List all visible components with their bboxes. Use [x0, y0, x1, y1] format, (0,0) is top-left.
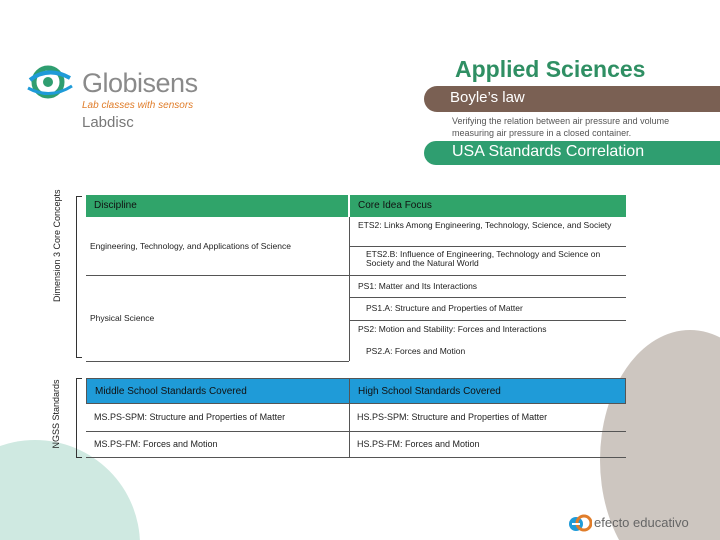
table-divider — [86, 275, 349, 276]
core-idea-cell: PS1: Matter and Its Interactions — [358, 281, 478, 291]
ngss-bracket — [76, 378, 82, 458]
experiment-description: Verifying the relation between air pressure and volume measuring air pressure in a closed container. — [452, 116, 670, 138]
table-divider — [349, 297, 626, 298]
core-concepts-table — [86, 195, 626, 365]
table-divider — [349, 246, 626, 247]
core-idea-cell: ETS2.B: Influence of Engineering, Technology and Science on Society and the Natural World — [366, 249, 601, 268]
table-divider — [349, 275, 626, 276]
discipline-cell: Engineering, Technology, and Applications of Science — [90, 241, 291, 251]
core-idea-cell: PS2.A: Forces and Motion — [366, 346, 466, 356]
table-header-core-idea: Core Idea Focus — [350, 195, 626, 217]
brand-tagline: Lab classes with sensors — [82, 100, 194, 111]
globisens-logo-icon — [26, 60, 82, 110]
table-header-discipline: Discipline — [86, 195, 348, 217]
experiment-title-bar — [424, 86, 720, 112]
table-cell: MS.PS-SPM: Structure and Properties of Matter — [94, 412, 286, 422]
table-divider — [86, 457, 626, 458]
table-divider — [349, 217, 350, 361]
footer-brand: efecto educativo — [594, 515, 689, 530]
table-divider — [86, 431, 626, 432]
core-idea-cell: PS2: Motion and Stability: Forces and Interactions — [358, 324, 547, 334]
globisens-logo — [26, 56, 226, 136]
product-name: Labdisc — [82, 114, 134, 131]
table-divider — [349, 320, 626, 321]
ngss-standards-table — [86, 378, 626, 458]
dimension-side-label: Dimension 3 Core Concepts — [52, 189, 62, 302]
app-title: Applied Sciences — [455, 56, 646, 82]
table-cell: HS.PS-SPM: Structure and Properties of Matter — [357, 412, 548, 422]
table-header-middle-school: Middle School Standards Covered — [86, 378, 350, 404]
brand-name: Globisens — [82, 68, 198, 98]
experiment-title: Boyle’s law — [450, 89, 525, 106]
section-title: USA Standards Correlation — [452, 143, 645, 160]
table-cell: HS.PS-FM: Forces and Motion — [357, 439, 480, 449]
core-idea-cell: ETS2: Links Among Engineering, Technology, Science, and Society — [358, 220, 612, 230]
ngss-side-label: NGSS Standards — [51, 379, 61, 449]
table-cell: MS.PS-FM: Forces and Motion — [94, 439, 218, 449]
table-header-high-school: High School Standards Covered — [349, 378, 626, 404]
efecto-educativo-logo-icon — [568, 512, 592, 534]
dimension-bracket — [76, 196, 82, 358]
discipline-cell: Physical Science — [90, 313, 155, 323]
section-title-bar — [424, 141, 720, 165]
core-idea-cell: PS1.A: Structure and Properties of Matter — [366, 303, 523, 313]
table-divider — [86, 361, 349, 362]
